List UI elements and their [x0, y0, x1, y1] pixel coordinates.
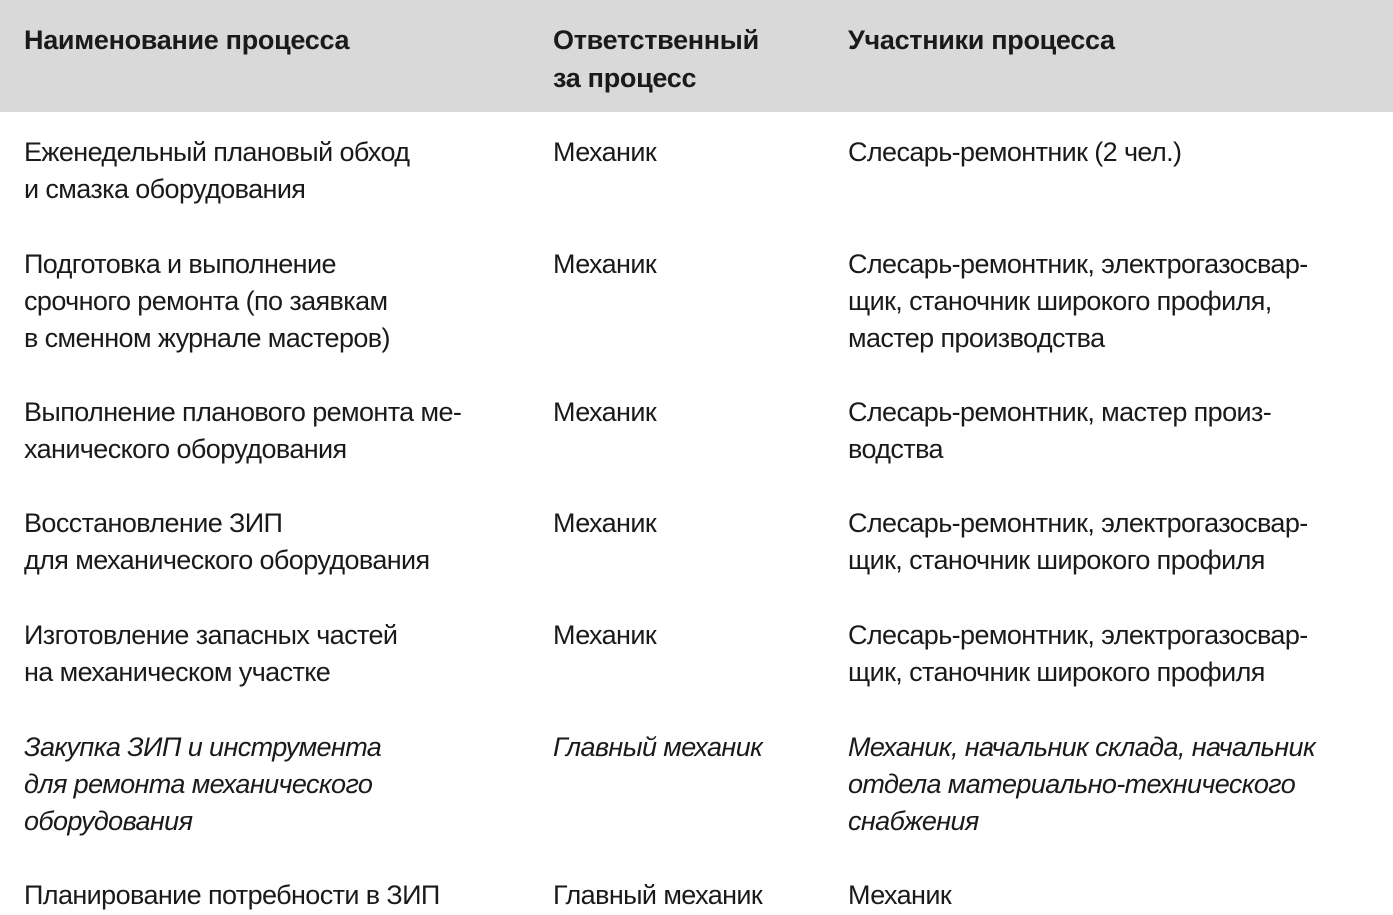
responsible-cell: Механик: [553, 397, 657, 427]
participants-cell: Слесарь-ремонтник, электрогазосвар- щик, станочник широкого профиля: [848, 620, 1308, 687]
process-name-cell: Восстановление ЗИП для механического оборудования: [24, 508, 430, 575]
process-name-cell: Подготовка и выполнение срочного ремонта (по заявкам в сменном журнале мастеров): [24, 249, 390, 353]
header-participants: Участники процесса: [848, 25, 1115, 55]
participants-cell: Механик, начальник склада, начальник отдела материально-технического снабжения: [848, 732, 1316, 836]
responsible-cell: Механик: [553, 137, 657, 167]
header-process-name: Наименование процесса: [24, 25, 350, 55]
header-responsible: Ответственный за процесс: [553, 25, 759, 93]
participants-cell: Механик: [848, 880, 952, 910]
participants-cell: Слесарь-ремонтник, электрогазосвар- щик, станочник широкого профиля: [848, 508, 1308, 575]
process-name-cell: Планирование потребности в ЗИП: [24, 880, 440, 910]
responsible-cell: Механик: [553, 249, 657, 279]
process-name-cell: Закупка ЗИП и инструмента для ремонта механического оборудования: [24, 732, 382, 836]
responsible-cell: Механик: [553, 620, 657, 650]
participants-cell: Слесарь-ремонтник, мастер произ- водства: [848, 397, 1272, 464]
participants-cell: Слесарь-ремонтник (2 чел.): [848, 137, 1182, 167]
process-name-cell: Изготовление запасных частей на механическом участке: [24, 620, 398, 687]
participants-cell: Слесарь-ремонтник, электрогазосвар- щик, станочник широкого профиля, мастер производства: [848, 249, 1308, 353]
responsible-cell: Главный механик: [553, 732, 763, 762]
responsible-cell: Механик: [553, 508, 657, 538]
responsible-cell: Главный механик: [553, 880, 763, 910]
table-header: [0, 0, 1393, 112]
process-name-cell: Выполнение планового ремонта ме- ханического оборудования: [24, 397, 462, 464]
process-name-cell: Еженедельный плановый обход и смазка оборудования: [24, 137, 410, 204]
